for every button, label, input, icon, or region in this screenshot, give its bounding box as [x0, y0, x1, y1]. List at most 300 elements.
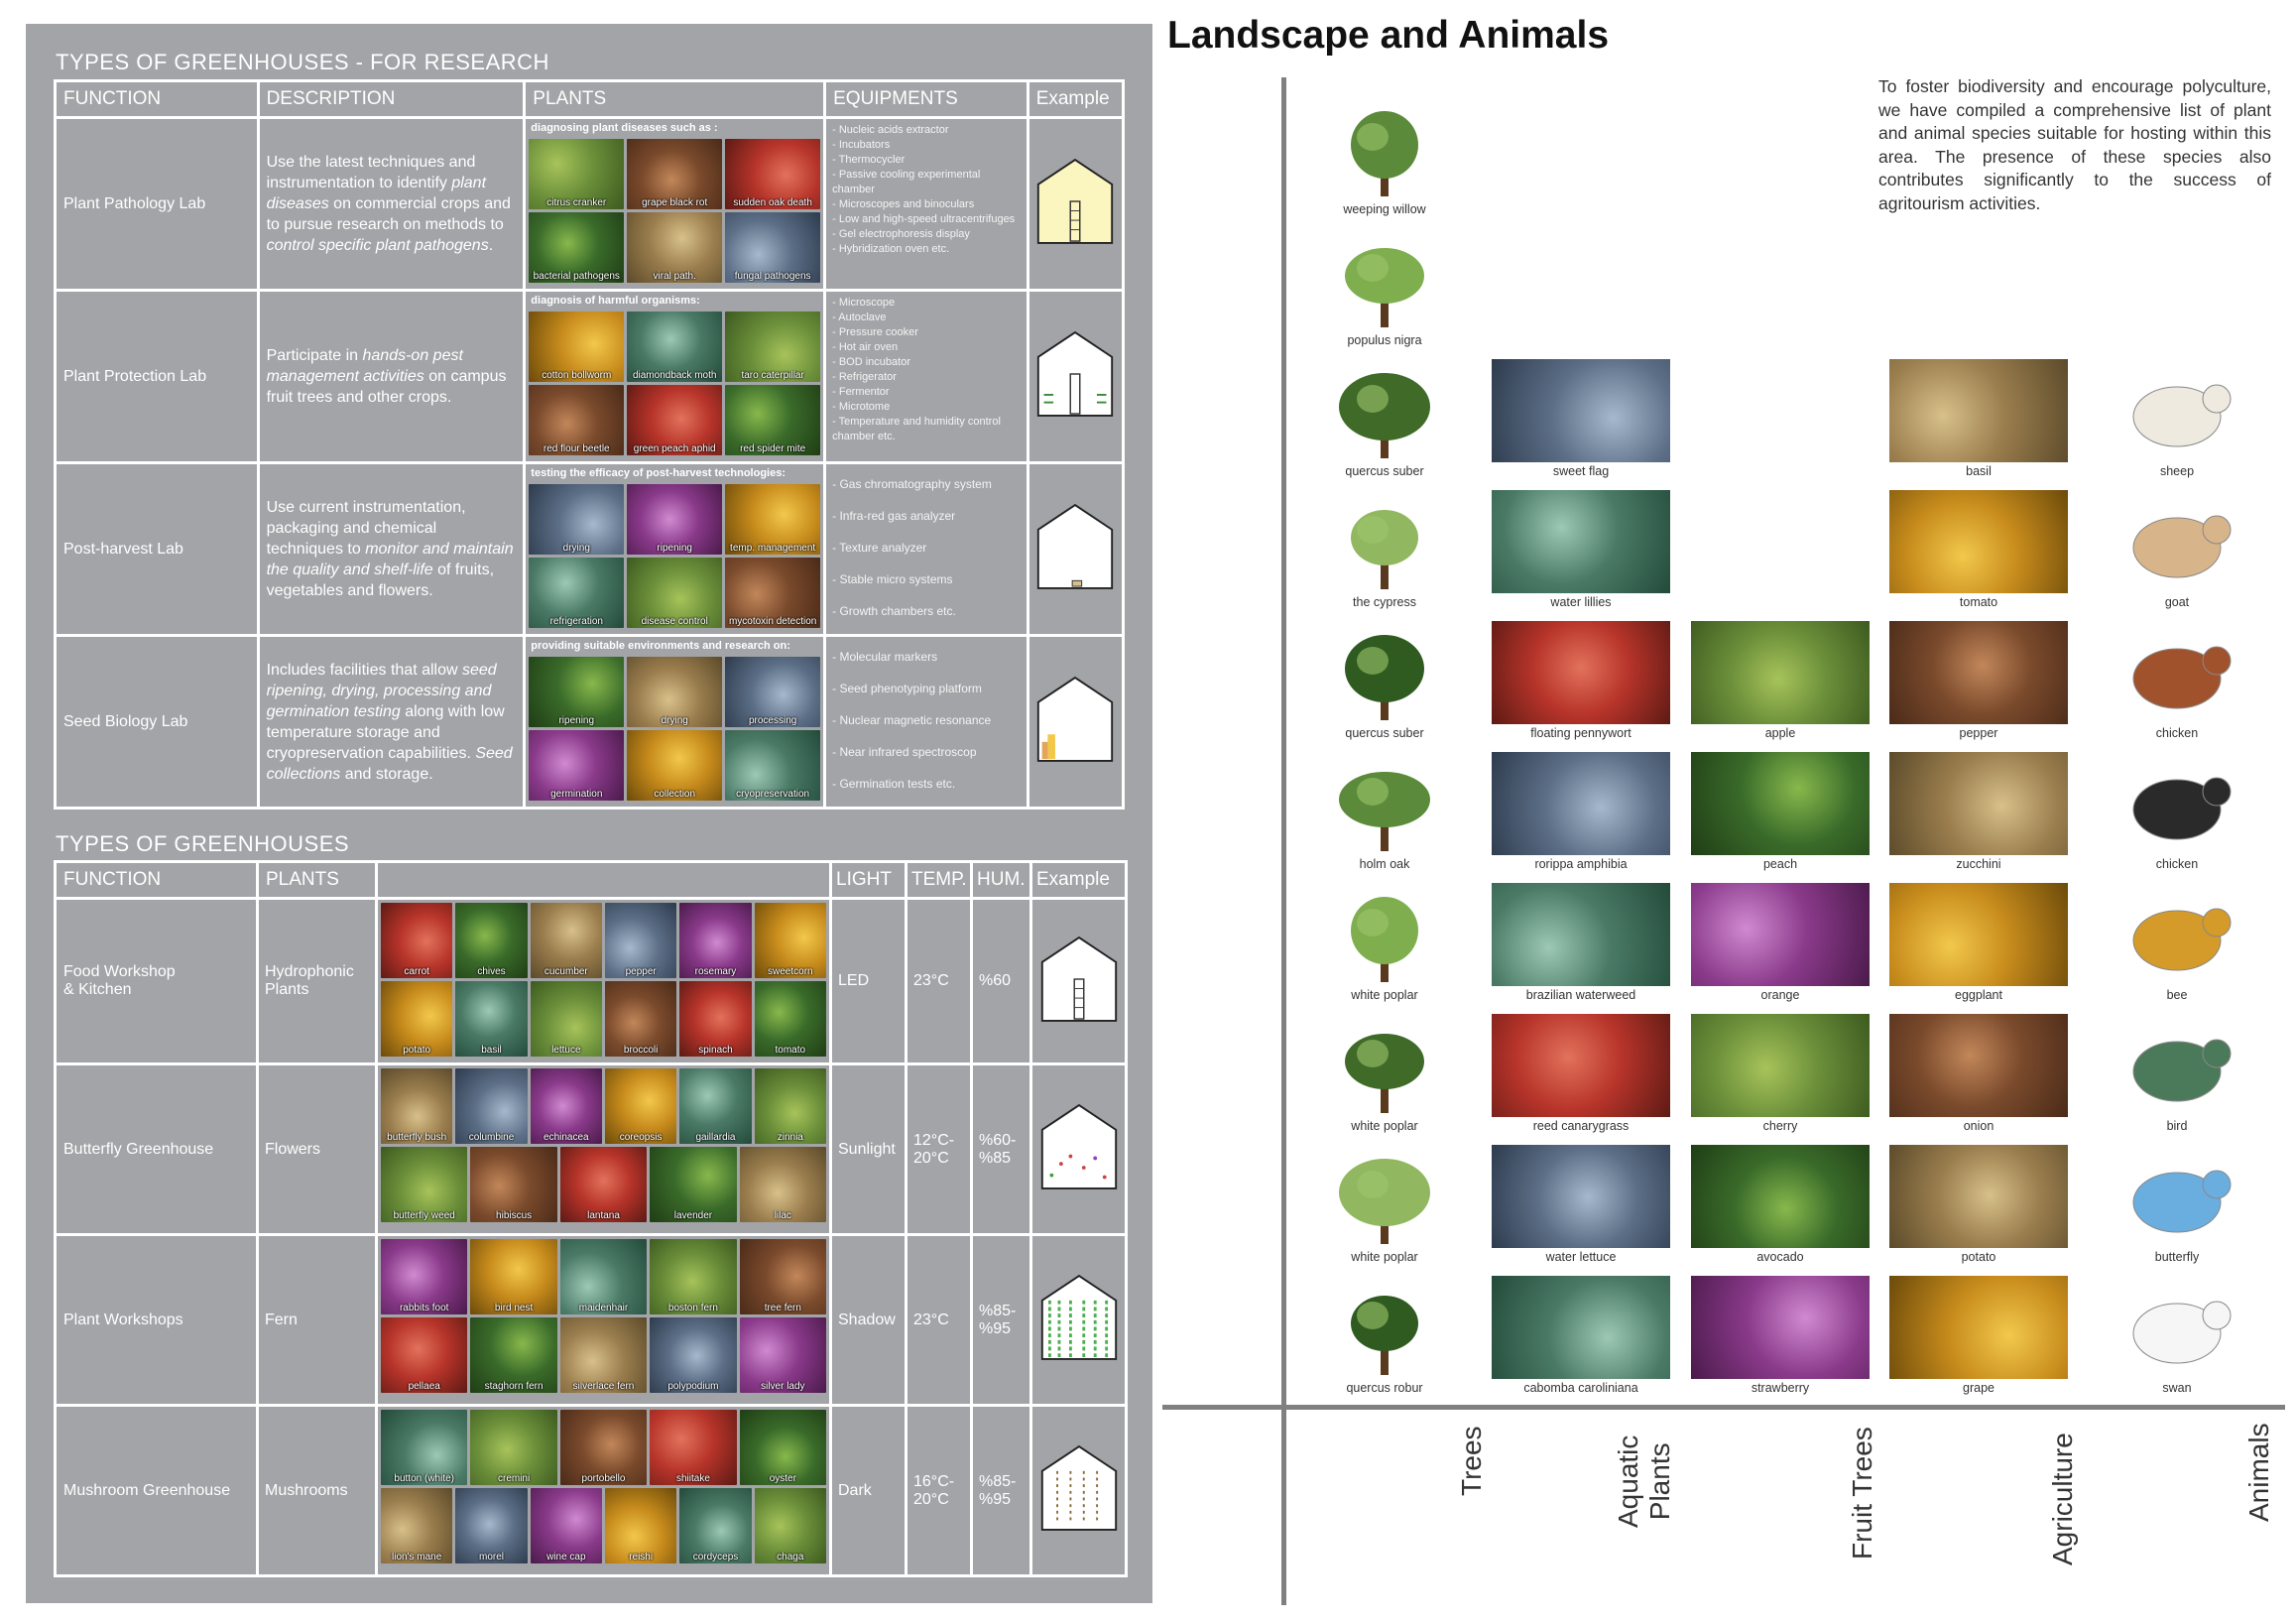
plant-photo — [560, 1317, 647, 1393]
plant-photo — [755, 981, 826, 1057]
photo-caption: sweetcorn — [768, 966, 813, 977]
plant-photo — [381, 903, 452, 978]
fruit-species-photo — [1691, 1145, 1870, 1248]
aquatic-species-name: sweet flag — [1552, 464, 1610, 478]
lab-description: Participate in hands-on pest management activities on campus fruit trees and other crops. — [258, 291, 525, 463]
fruit-species-photo — [1691, 752, 1870, 855]
equipment-item: - Temperature and humidity control chamber etc. — [832, 416, 1001, 442]
aquatic-species-name: brazilian waterweed — [1525, 988, 1636, 1002]
equipment-item: - Microscopes and binoculars — [832, 198, 975, 210]
trees-species-photo — [1295, 1276, 1474, 1379]
trees-species-photo — [1295, 359, 1474, 462]
trees-species-photo — [1295, 1014, 1474, 1117]
photo-row — [529, 212, 820, 283]
plants-heading: diagnosing plant diseases such as : — [531, 122, 718, 134]
lab-function: Seed Biology Lab — [56, 636, 259, 809]
research-header-4: Example — [1027, 81, 1123, 118]
animals-species-name: chicken — [2155, 857, 2199, 871]
plant-photo — [381, 981, 452, 1057]
trees-species-photo — [1295, 228, 1474, 331]
photo-caption: reishi — [629, 1552, 654, 1562]
photo-caption: chives — [477, 966, 506, 977]
animals-species-name: bird — [2166, 1119, 2188, 1133]
photo-caption: hibiscus — [496, 1210, 533, 1221]
plant-photo — [560, 1410, 647, 1485]
aquatic-species-photo — [1492, 752, 1670, 855]
photo-caption: basil — [481, 1045, 502, 1056]
plant-photo — [381, 1488, 452, 1563]
plant-photo — [627, 385, 722, 455]
greenhouse-light: Shadow — [831, 1235, 906, 1406]
plant-photo — [531, 903, 602, 978]
aquatic-species-name: water lettuce — [1545, 1250, 1617, 1264]
species-image — [2088, 621, 2266, 724]
photo-caption: drying — [661, 715, 688, 726]
species-image — [2088, 752, 2266, 855]
plant-photo — [725, 212, 820, 283]
trees-species-photo — [1295, 621, 1474, 724]
plant-photo — [627, 657, 722, 727]
photo-caption: chaga — [777, 1552, 804, 1562]
equipment-item: - Infra-red gas analyzer — [832, 509, 956, 523]
plant-photo — [740, 1317, 826, 1393]
photo-caption: red flour beetle — [543, 443, 610, 454]
plant-photo — [650, 1239, 736, 1314]
equipment-item: - Stable micro systems — [832, 572, 953, 586]
trees-species-name: holm oak — [1359, 857, 1410, 871]
photo-caption: butterfly bush — [387, 1132, 447, 1143]
photo-row — [529, 657, 820, 727]
example-greenhouse-icon — [1031, 1406, 1127, 1576]
equipment-item: - Gas chromatography system — [832, 477, 992, 491]
greenhouse-row — [56, 1406, 1127, 1576]
animals-species-photo — [2088, 883, 2266, 986]
photo-caption: tomato — [775, 1045, 806, 1056]
photo-row — [529, 139, 820, 209]
plant-photo — [529, 730, 624, 801]
plants-heading: diagnosis of harmful organisms: — [531, 295, 700, 307]
plant-photo — [470, 1239, 556, 1314]
example-greenhouse-icon — [1027, 118, 1123, 291]
animals-species-name: bee — [2166, 988, 2188, 1002]
photo-caption: lavender — [673, 1210, 713, 1221]
lab-description: Use current instrumentation, packaging and chemical techniques to monitor and maintain the quality and shelf-life of fruits, vegetables and flowers. — [258, 463, 525, 636]
plant-photo — [755, 903, 826, 978]
example-greenhouse-icon — [1027, 636, 1123, 809]
photo-caption: red spider mite — [740, 443, 806, 454]
greenhouse-temp: 23°C — [906, 899, 972, 1064]
lab-equipment — [825, 118, 1028, 291]
photo-caption: cremini — [497, 1473, 531, 1484]
aquatic-species-photo — [1492, 359, 1670, 462]
equipment-item: - Texture analyzer — [832, 541, 927, 555]
example-greenhouse-icon — [1031, 1064, 1127, 1235]
agriculture-species-photo — [1889, 621, 2068, 724]
greenhouse-hum: %85- %95 — [972, 1406, 1031, 1576]
photo-caption: rabbits foot — [399, 1303, 449, 1313]
agriculture-species-name: grape — [1963, 1381, 1994, 1395]
greenhouse-header-0: FUNCTION — [56, 862, 258, 899]
photo-caption: polypodium — [667, 1381, 719, 1392]
photo-row — [381, 1147, 826, 1222]
aquatic-species-photo — [1492, 1145, 1670, 1248]
plant-photo — [627, 484, 722, 555]
aquatic-species-name: rorippa amphibia — [1534, 857, 1628, 871]
plant-photo — [531, 1488, 602, 1563]
photo-row — [381, 903, 826, 978]
photo-caption: ripening — [657, 543, 692, 554]
aquatic-species-photo — [1492, 621, 1670, 724]
agriculture-species-photo — [1889, 359, 2068, 462]
photo-caption: lion's mane — [392, 1552, 442, 1562]
fruit-species-name: cherry — [1762, 1119, 1798, 1133]
photo-caption: portobello — [581, 1473, 626, 1484]
plant-photo — [529, 484, 624, 555]
photo-caption: potato — [403, 1045, 431, 1056]
animals-species-photo — [2088, 1276, 2266, 1379]
plant-photo — [381, 1317, 467, 1393]
aquatic-species-name: floating pennywort — [1530, 726, 1631, 740]
photo-caption: silverlace fern — [572, 1381, 635, 1392]
species-image — [1492, 1276, 1670, 1379]
greenhouse-plants: Hydrophonic Plants — [258, 899, 377, 1064]
photo-caption: cotton bollworm — [542, 370, 612, 381]
species-image — [1889, 1145, 2068, 1248]
fruit-species-photo — [1691, 1014, 1870, 1117]
greenhouse-hum: %60 — [972, 899, 1031, 1064]
equipment-item: - Molecular markers — [832, 650, 938, 664]
greenhouse-plants: Mushrooms — [258, 1406, 377, 1576]
trees-species-name: the cypress — [1353, 595, 1416, 609]
equipment-item: - Low and high-speed ultracentrifuges — [832, 213, 1016, 225]
greenhouse-temp: 12°C- 20°C — [906, 1064, 972, 1235]
greenhouse-hum: %85- %95 — [972, 1235, 1031, 1406]
research-header-1: DESCRIPTION — [258, 81, 525, 118]
species-image — [1492, 490, 1670, 593]
photo-row — [529, 312, 820, 382]
agriculture-species-photo — [1889, 1145, 2068, 1248]
greenhouse-header-5: HUM. — [972, 862, 1031, 899]
species-image — [1889, 752, 2068, 855]
plant-photo — [725, 558, 820, 628]
photo-caption: tree fern — [764, 1303, 801, 1313]
aquatic-species-photo — [1492, 1014, 1670, 1117]
photo-caption: bird nest — [494, 1303, 534, 1313]
photo-caption: mycotoxin detection — [728, 616, 817, 627]
photo-caption: cordyceps — [692, 1552, 739, 1562]
photo-caption: spinach — [698, 1045, 733, 1056]
photo-caption: viral path. — [653, 271, 696, 282]
greenhouses-section-title: TYPES OF GREENHOUSES — [56, 831, 350, 856]
plant-photo — [679, 1488, 751, 1563]
photo-caption: echinacea — [544, 1132, 589, 1143]
equipment-item: - Hot air oven — [832, 341, 899, 353]
agriculture-species-photo — [1889, 1014, 2068, 1117]
category-label: Fruit Trees — [1847, 1427, 1877, 1560]
photo-row — [381, 1068, 826, 1144]
lab-description: Use the latest techniques and instrumentation to identify plant diseases on commercial crops and to pursue research on methods to control specific plant pathogens. — [258, 118, 525, 291]
lab-plants — [525, 636, 825, 809]
species-image — [1492, 752, 1670, 855]
landscape-title: Landscape and Animals — [1167, 14, 1610, 57]
photo-row — [529, 730, 820, 801]
greenhouse-function: Mushroom Greenhouse — [56, 1406, 258, 1576]
photo-caption: temp. management — [730, 543, 816, 554]
agriculture-species-photo — [1889, 883, 2068, 986]
greenhouse-function: Butterfly Greenhouse — [56, 1064, 258, 1235]
photo-caption: grape black rot — [642, 197, 708, 208]
greenhouse-row — [56, 899, 1127, 1064]
plant-photo — [740, 1147, 826, 1222]
plant-photo — [755, 1488, 826, 1563]
plant-photo — [381, 1410, 467, 1485]
agriculture-species-photo — [1889, 490, 2068, 593]
plant-photo — [725, 657, 820, 727]
animals-species-name: swan — [2162, 1381, 2192, 1395]
species-image — [1889, 490, 2068, 593]
animals-species-name: chicken — [2155, 726, 2199, 740]
equipment-item: - Growth chambers etc. — [832, 604, 956, 618]
equipment-item: - Passive cooling experimental chamber — [832, 169, 981, 195]
photo-row — [381, 1410, 826, 1485]
fruit-species-photo — [1691, 883, 1870, 986]
plant-photo — [531, 1068, 602, 1144]
plant-photo — [529, 312, 624, 382]
lab-plants — [525, 118, 825, 291]
trees-species-photo — [1295, 883, 1474, 986]
photo-caption: button (white) — [394, 1473, 454, 1484]
lab-function: Plant Pathology Lab — [56, 118, 259, 291]
fruit-species-name: peach — [1762, 857, 1798, 871]
photo-caption: coreopsis — [619, 1132, 663, 1143]
species-image — [1295, 1014, 1474, 1117]
plant-photo — [529, 657, 624, 727]
photo-caption: refrigeration — [549, 616, 603, 627]
greenhouse-photos — [377, 1064, 831, 1235]
photo-caption: ripening — [558, 715, 595, 726]
plant-photo — [455, 1068, 527, 1144]
photo-row — [381, 1317, 826, 1393]
agriculture-species-name: basil — [1966, 464, 1992, 478]
plant-photo — [605, 981, 676, 1057]
lab-equipment — [825, 291, 1028, 463]
species-image — [1295, 490, 1474, 593]
photo-caption: pellaea — [408, 1381, 440, 1392]
photo-caption: morel — [478, 1552, 504, 1562]
species-image — [1691, 883, 1870, 986]
plant-photo — [679, 1068, 751, 1144]
trees-species-photo — [1295, 490, 1474, 593]
landscape-intro: To foster biodiversity and encourage polyculture, we have compiled a comprehensive list of plant and animal species suitable for hosting within this area. The presence of these species also contributes significantly to the success of agritourism activities. — [1878, 76, 2271, 213]
photo-caption: staghorn fern — [484, 1381, 544, 1392]
photo-caption: boston fern — [667, 1303, 718, 1313]
example-greenhouse-icon — [1031, 1235, 1127, 1406]
equipment-item: - Microtome — [832, 401, 891, 413]
photo-caption: oyster — [769, 1473, 796, 1484]
plant-photo — [470, 1147, 556, 1222]
plant-photo — [627, 558, 722, 628]
equipment-item: - Germination tests etc. — [832, 777, 956, 791]
plant-photo — [740, 1410, 826, 1485]
plant-photo — [529, 139, 624, 209]
lab-function: Post-harvest Lab — [56, 463, 259, 636]
aquatic-species-name: water lillies — [1550, 595, 1612, 609]
plant-photo — [627, 212, 722, 283]
animals-species-name: butterfly — [2154, 1250, 2200, 1264]
photo-row — [529, 484, 820, 555]
species-image — [1691, 1276, 1870, 1379]
species-image — [1295, 97, 1474, 200]
plants-heading: providing suitable environments and research on: — [531, 640, 790, 652]
category-label: Agriculture — [2047, 1433, 2078, 1565]
research-greenhouse-table — [54, 79, 1125, 810]
equipment-item: - Gel electrophoresis display — [832, 228, 970, 240]
greenhouse-row — [56, 1235, 1127, 1406]
species-image — [1889, 621, 2068, 724]
species-image — [1691, 752, 1870, 855]
photo-caption: columbine — [468, 1132, 515, 1143]
agriculture-species-photo — [1889, 752, 2068, 855]
greenhouse-temp: 23°C — [906, 1235, 972, 1406]
photo-caption: green peach aphid — [633, 443, 716, 454]
plant-photo — [650, 1147, 736, 1222]
plant-photo — [455, 981, 527, 1057]
trees-species-name: quercus suber — [1345, 726, 1424, 740]
trees-species-name: quercus robur — [1346, 1381, 1423, 1395]
greenhouse-photos — [377, 1235, 831, 1406]
greenhouse-plants: Flowers — [258, 1064, 377, 1235]
plant-photo — [455, 903, 527, 978]
fruit-species-photo — [1691, 621, 1870, 724]
animals-species-photo — [2088, 490, 2266, 593]
photo-caption: cucumber — [544, 966, 588, 977]
horizontal-axis — [1162, 1405, 2285, 1410]
photo-caption: taro caterpillar — [741, 370, 804, 381]
plant-photo — [455, 1488, 527, 1563]
animals-species-name: goat — [2164, 595, 2190, 609]
animals-species-photo — [2088, 621, 2266, 724]
species-image — [1691, 1014, 1870, 1117]
lab-plants — [525, 291, 825, 463]
greenhouse-row — [56, 1064, 1127, 1235]
lab-plants — [525, 463, 825, 636]
plant-photo — [679, 981, 751, 1057]
species-image — [1492, 1014, 1670, 1117]
animals-species-name: sheep — [2159, 464, 2195, 478]
photo-caption: bacterial pathogens — [533, 271, 620, 282]
plant-photo — [755, 1068, 826, 1144]
lab-description: Includes facilities that allow seed ripening, drying, processing and germination testing along with low temperature storage and cryopreservation capabilities. Seed collections and storage. — [258, 636, 525, 809]
plant-photo — [725, 385, 820, 455]
greenhouse-function: Food Workshop & Kitchen — [56, 899, 258, 1064]
photo-row — [381, 1239, 826, 1314]
photo-caption: collection — [654, 789, 696, 800]
greenhouse-light: Sunlight — [831, 1064, 906, 1235]
species-image — [1295, 1145, 1474, 1248]
fruit-species-photo — [1691, 1276, 1870, 1379]
species-image — [1691, 621, 1870, 724]
species-image — [1295, 1276, 1474, 1379]
plant-photo — [529, 385, 624, 455]
greenhouse-types-table — [54, 860, 1128, 1577]
photo-caption: diamondback moth — [632, 370, 717, 381]
greenhouse-header-6: Example — [1031, 862, 1127, 899]
equipment-item: - Incubators — [832, 139, 891, 151]
aquatic-species-photo — [1492, 883, 1670, 986]
photo-caption: lilac — [774, 1210, 791, 1221]
plant-photo — [650, 1317, 736, 1393]
species-image — [1492, 359, 1670, 462]
photo-caption: broccoli — [623, 1045, 659, 1056]
category-label: Trees — [1456, 1426, 1487, 1496]
photo-caption: cryopreservation — [736, 789, 810, 800]
vertical-axis — [1281, 77, 1286, 1605]
fruit-species-name: apple — [1764, 726, 1796, 740]
equipment-item: - Thermocycler — [832, 154, 906, 166]
trees-species-name: populus nigra — [1347, 333, 1422, 347]
trees-species-photo — [1295, 1145, 1474, 1248]
species-image — [1295, 883, 1474, 986]
species-image — [1492, 883, 1670, 986]
aquatic-species-photo — [1492, 1276, 1670, 1379]
aquatic-species-name: cabomba caroliniana — [1523, 1381, 1638, 1395]
plant-photo — [470, 1317, 556, 1393]
greenhouse-photos — [377, 1406, 831, 1576]
equipment-item: - Near infrared spectroscop — [832, 745, 977, 759]
trees-species-photo — [1295, 97, 1474, 200]
species-image — [1889, 1014, 2068, 1117]
agriculture-species-name: onion — [1963, 1119, 1994, 1133]
greenhouse-plants: Fern — [258, 1235, 377, 1406]
plant-photo — [470, 1410, 556, 1485]
photo-caption: sudden oak death — [733, 197, 812, 208]
greenhouse-light: Dark — [831, 1406, 906, 1576]
fruit-species-name: avocado — [1756, 1250, 1804, 1264]
research-header-3: EQUIPMENTS — [825, 81, 1028, 118]
plant-photo — [627, 139, 722, 209]
trees-species-name: white poplar — [1351, 1250, 1418, 1264]
photo-caption: maidenhair — [578, 1303, 629, 1313]
animals-species-photo — [2088, 752, 2266, 855]
species-image — [1295, 752, 1474, 855]
plant-photo — [725, 139, 820, 209]
agriculture-species-name: tomato — [1959, 595, 1998, 609]
species-image — [1492, 621, 1670, 724]
plant-photo — [740, 1239, 826, 1314]
photo-caption: butterfly weed — [393, 1210, 455, 1221]
equipment-item: - Hybridization oven etc. — [832, 243, 950, 255]
species-image — [2088, 1145, 2266, 1248]
research-header-0: FUNCTION — [56, 81, 259, 118]
photo-caption: wine cap — [546, 1552, 586, 1562]
equipment-item: - Refrigerator — [832, 371, 897, 383]
species-image — [1889, 1276, 2068, 1379]
plant-photo — [650, 1410, 736, 1485]
photo-caption: disease control — [641, 616, 708, 627]
agriculture-species-photo — [1889, 1276, 2068, 1379]
greenhouse-header-3: LIGHT — [831, 862, 906, 899]
species-image — [1295, 359, 1474, 462]
equipment-item: - Autoclave — [832, 312, 887, 323]
equipment-item: - Nucleic acids extractor — [832, 124, 949, 136]
example-greenhouse-icon — [1027, 463, 1123, 636]
greenhouse-photos — [377, 899, 831, 1064]
aquatic-species-photo — [1492, 490, 1670, 593]
equipment-item: - Pressure cooker — [832, 326, 918, 338]
research-row — [56, 291, 1124, 463]
equipment-item: - Seed phenotyping platform — [832, 682, 982, 695]
plant-photo — [679, 903, 751, 978]
